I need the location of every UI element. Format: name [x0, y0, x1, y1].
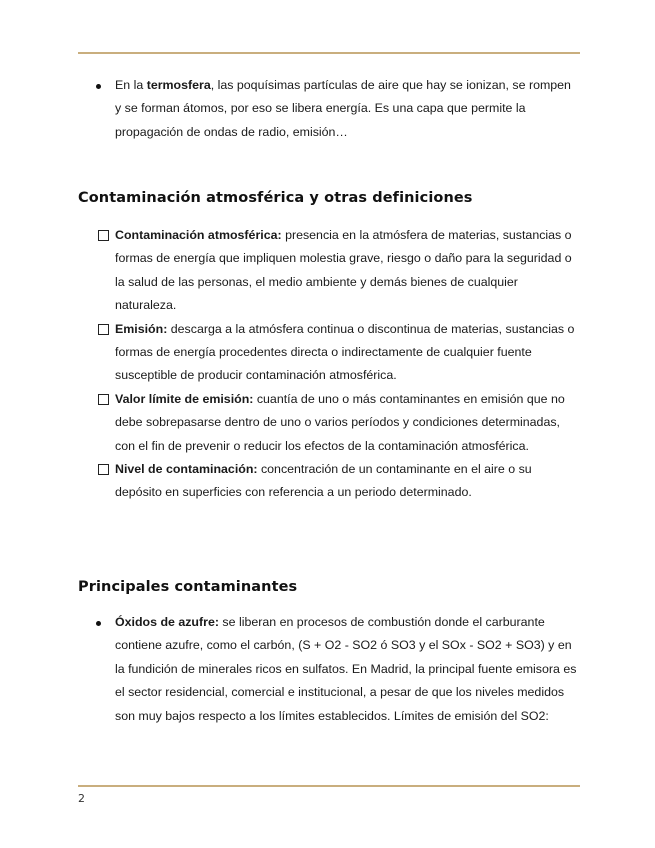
page-number: 2 — [78, 792, 85, 805]
item-text: presencia en la atmósfera de materias, sustancias o formas de energía que impliquen molestia grave, riesgo o daño para la seguridad o la salud de las personas, el medio ambiente y demás bienes de cualquier naturaleza. — [115, 228, 572, 313]
header-rule — [78, 52, 580, 54]
list-item — [78, 224, 580, 318]
bullet-icon — [96, 621, 101, 626]
section-heading-contaminacion: Contaminación atmosférica y otras definiciones — [78, 190, 473, 206]
footer-rule — [78, 785, 580, 787]
bullet-icon — [96, 84, 101, 89]
item-term: Emisión: — [115, 321, 168, 336]
pollutants-list — [78, 611, 580, 728]
item-term: Óxidos de azufre: — [115, 615, 219, 629]
list-item — [78, 318, 580, 388]
item-term: termosfera — [146, 78, 211, 92]
item-text: cuantía de uno o más contaminantes en emisión que no debe sobrepasarse dentro de uno o varios períodos y condiciones determinadas, con el fin de prevenir o reducir los efectos de la contaminación atmosférica. — [115, 391, 565, 453]
list-item — [78, 611, 580, 728]
section-heading-principales: Principales contaminantes — [78, 579, 298, 595]
item-text-pre: En la — [115, 78, 147, 92]
item-term: Nivel de contaminación: — [115, 462, 258, 477]
item-text: descarga a la atmósfera continua o discontinua de materias, sustancias o formas de energía procedentes directa o indirectamente de cualquier fuente susceptible de producir contaminación atmosférica. — [115, 321, 575, 383]
list-item — [78, 458, 580, 505]
intro-list — [78, 74, 580, 144]
definitions-list — [78, 224, 580, 505]
list-item — [78, 74, 580, 144]
item-term: Valor límite de emisión: — [115, 391, 254, 406]
item-term: Contaminación atmosférica: — [115, 228, 282, 242]
checkbox-icon — [98, 324, 109, 335]
item-text: se liberan en procesos de combustión donde el carburante contiene azufre, como el carbón, (S + O2 - SO2 ó SO3 y el SOx - SO2 + SO3) y en la fundición de minerales ricos en sulfatos. En Madrid, la principal fuente emisora es el sector residencial, comercial e institucional, a pesar de que los niveles medidos son muy bajos respecto a los límites establecidos. Límites de emisión del SO2: — [115, 615, 577, 723]
item-text: concentración de un contaminante en el aire o su depósito en superficies con referencia a un periodo determinado. — [115, 462, 532, 500]
checkbox-icon — [98, 230, 109, 241]
checkbox-icon — [98, 394, 109, 405]
checkbox-icon — [98, 464, 109, 475]
item-text: , las poquísimas partículas de aire que hay se ionizan, se rompen y se forman átomos, por eso se libera energía. Es una capa que permite la propagación de ondas de radio, emisión… — [115, 78, 571, 139]
list-item — [78, 388, 580, 458]
